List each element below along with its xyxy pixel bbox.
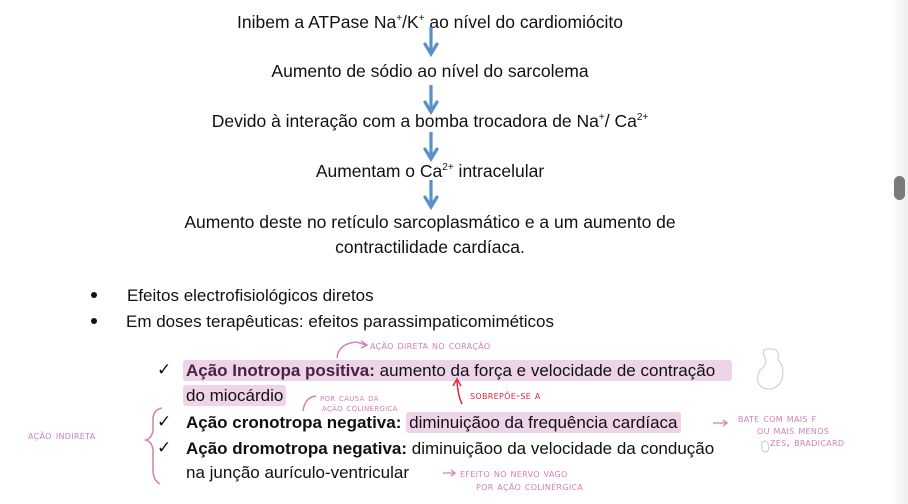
flow-step-1-text: Inibem a ATPase Na [237, 12, 397, 32]
checkmark-icon: ✓ [157, 438, 172, 457]
check-item-dromotropic [186, 438, 714, 460]
check-item-inotropic-cont [183, 385, 286, 407]
bullet-item-1: Efeitos electrofisiológicos diretos [127, 286, 374, 305]
right-arrow-icon [443, 470, 455, 476]
check-item-chronotropic [186, 412, 681, 434]
flow-step-3-text-mid: / Ca [604, 111, 637, 131]
flow-step-1-text-mid: /K [402, 12, 419, 32]
up-arrow-icon [457, 381, 462, 404]
bullet-icon [91, 292, 97, 298]
annotation-heart-rate-1: bate com mais f [738, 412, 817, 425]
flow-step-3-text: Devido à interação com a bomba trocadora de Na [211, 111, 599, 131]
checkmark-icon: ✓ [157, 412, 172, 431]
superscript: 2+ [442, 162, 454, 173]
annotation-direct-action: ação direta no coração [370, 339, 491, 352]
arrow-down-icon [423, 27, 439, 57]
annotation-vagus-2: por ação colinérgica [476, 480, 584, 493]
check-item-inotropic [183, 360, 732, 382]
curved-arrow-icon [303, 396, 316, 411]
flow-step-4-text-post: intracelular [453, 161, 545, 181]
checkmark-icon: ✓ [157, 360, 172, 379]
superscript: + [396, 13, 403, 24]
item-text: diminuiçãoo da velocidade da condução [407, 439, 715, 458]
item-continuation: do miocárdio [183, 385, 286, 406]
flow-step-5-line-2: contractilidade cardíaca. [335, 237, 525, 257]
annotation-indirect-action: ação indireta [28, 428, 96, 442]
scrollbar-track[interactable] [890, 0, 908, 504]
flow-step-4-text: Aumentam o Ca [315, 161, 443, 181]
item-text: aumento da força e velocidade de contração [374, 361, 716, 380]
check-item-dromotropic-cont: na junção aurículo-ventricular [186, 463, 410, 482]
annotation-cholinergic-cause-2: ação colinérgica [322, 403, 398, 414]
highlight [183, 360, 732, 381]
item-title: Ação dromotropa negativa: [186, 439, 408, 458]
superscript: + [598, 112, 605, 123]
bullet-item-2: Em doses terapêuticas: efeitos parassimpaticomiméticos [126, 312, 555, 331]
superscript: 2+ [636, 112, 649, 123]
curved-arrow-icon [337, 342, 366, 358]
flow-step-4 [0, 160, 860, 182]
annotation-overlap: sobrepõe-se a [470, 389, 541, 402]
superscript: + [418, 13, 425, 24]
annotation-heart-rate-2: ou mais menos [757, 424, 830, 437]
blob-shape [758, 349, 783, 389]
scrollbar-thumb[interactable] [894, 176, 905, 200]
arrow-down-icon [423, 85, 439, 115]
annotation-cholinergic-cause-1: por causa da [320, 393, 379, 404]
flow-step-5-line-1: Aumento deste no retículo sarcoplasmático e a um aumento de [184, 212, 676, 232]
arrow-down-icon [423, 180, 439, 210]
item-title: Ação cronotropa negativa: [186, 413, 402, 432]
arrow-down-icon [423, 132, 439, 162]
item-text: diminuiçãoo da frequência cardíaca [406, 412, 680, 433]
blob-shape [762, 441, 769, 452]
flow-step-1-text-post: ao nível do cardiomiócito [424, 12, 623, 32]
bullet-icon [91, 318, 97, 324]
annotation-heart-rate-3: zes, bradicard [770, 436, 845, 449]
right-arrow-icon [713, 420, 727, 426]
flow-step-2: Aumento de sódio ao nível do sarcolema [271, 61, 589, 81]
item-title: Ação Inotropa positiva: [186, 361, 375, 380]
annotation-vagus-1: efeito no nervo vago [460, 467, 568, 480]
